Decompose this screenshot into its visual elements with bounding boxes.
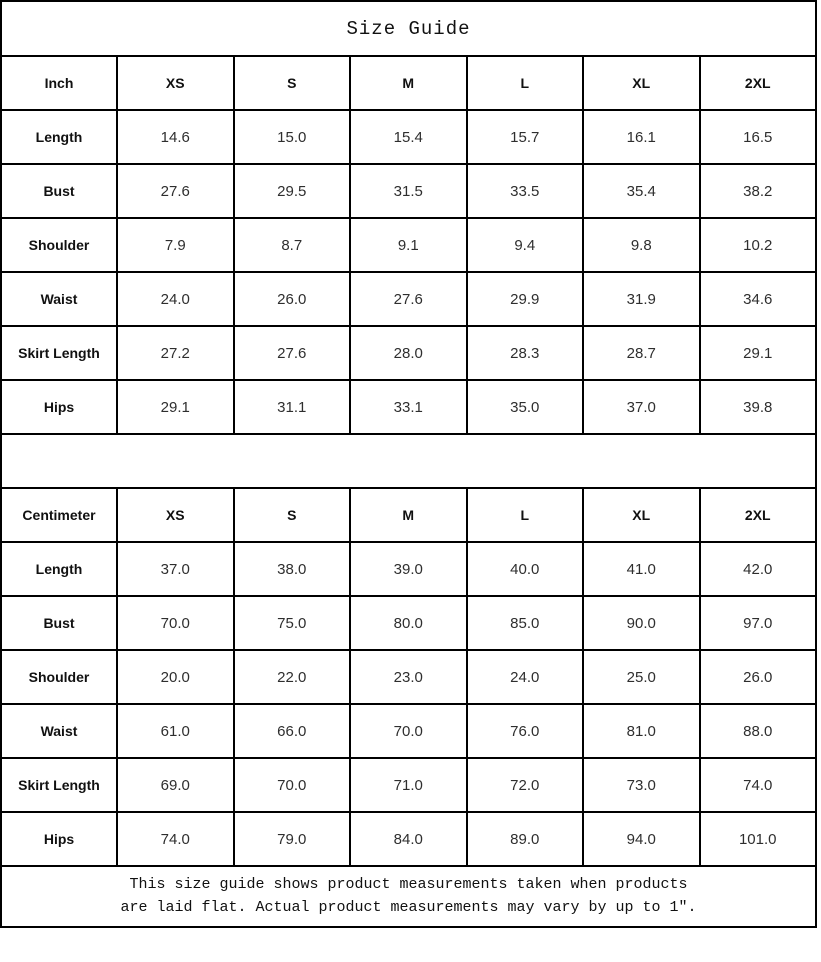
- measurement-value: 35.0: [467, 380, 584, 434]
- size-header: XL: [583, 56, 700, 110]
- table-row: [1, 596, 816, 650]
- size-header: S: [234, 488, 351, 542]
- measurement-value: 70.0: [117, 596, 234, 650]
- table-row: [1, 650, 816, 704]
- page-title: Size Guide: [1, 1, 816, 56]
- table-row: [1, 812, 816, 866]
- measurement-value: 101.0: [700, 812, 817, 866]
- table-row: [1, 380, 816, 434]
- measurement-value: 31.1: [234, 380, 351, 434]
- measurement-value: 22.0: [234, 650, 351, 704]
- measurement-value: 34.6: [700, 272, 817, 326]
- measurement-value: 76.0: [467, 704, 584, 758]
- measurement-value: 40.0: [467, 542, 584, 596]
- measurement-value: 73.0: [583, 758, 700, 812]
- measurement-value: 35.4: [583, 164, 700, 218]
- measurement-label: Skirt Length: [1, 758, 117, 812]
- measurement-value: 7.9: [117, 218, 234, 272]
- measurement-value: 27.6: [350, 272, 467, 326]
- measurement-value: 84.0: [350, 812, 467, 866]
- measurement-value: 81.0: [583, 704, 700, 758]
- measurement-value: 41.0: [583, 542, 700, 596]
- measurement-label: Hips: [1, 380, 117, 434]
- size-header: M: [350, 56, 467, 110]
- measurement-value: 29.1: [117, 380, 234, 434]
- unit-header: Centimeter: [1, 488, 117, 542]
- measurement-value: 16.5: [700, 110, 817, 164]
- size-header: L: [467, 56, 584, 110]
- measurement-value: 9.8: [583, 218, 700, 272]
- measurement-value: 26.0: [234, 272, 351, 326]
- measurement-value: 27.6: [234, 326, 351, 380]
- measurement-value: 74.0: [700, 758, 817, 812]
- measurement-label: Waist: [1, 704, 117, 758]
- table-row: [1, 758, 816, 812]
- footer-note-line-1: This size guide shows product measurements taken when products: [129, 876, 688, 893]
- measurement-value: 88.0: [700, 704, 817, 758]
- measurement-label: Shoulder: [1, 650, 117, 704]
- size-header: XS: [117, 488, 234, 542]
- measurement-value: 85.0: [467, 596, 584, 650]
- measurement-value: 28.0: [350, 326, 467, 380]
- measurement-value: 26.0: [700, 650, 817, 704]
- measurement-value: 33.5: [467, 164, 584, 218]
- measurement-value: 33.1: [350, 380, 467, 434]
- measurement-value: 29.1: [700, 326, 817, 380]
- size-header: XS: [117, 56, 234, 110]
- table-row: [1, 272, 816, 326]
- measurement-label: Length: [1, 110, 117, 164]
- measurement-value: 15.0: [234, 110, 351, 164]
- measurement-value: 27.6: [117, 164, 234, 218]
- measurement-value: 38.2: [700, 164, 817, 218]
- table-row: [1, 110, 816, 164]
- measurement-value: 70.0: [234, 758, 351, 812]
- measurement-value: 20.0: [117, 650, 234, 704]
- measurement-value: 24.0: [467, 650, 584, 704]
- measurement-value: 15.7: [467, 110, 584, 164]
- measurement-value: 27.2: [117, 326, 234, 380]
- measurement-value: 74.0: [117, 812, 234, 866]
- measurement-label: Waist: [1, 272, 117, 326]
- measurement-value: 8.7: [234, 218, 351, 272]
- measurement-value: 72.0: [467, 758, 584, 812]
- measurement-value: 37.0: [117, 542, 234, 596]
- inch-table-body: [1, 56, 816, 434]
- centimeter-table-body: [1, 488, 816, 866]
- measurement-value: 37.0: [583, 380, 700, 434]
- footer-note-line-2: are laid flat. Actual product measurements may vary by up to 1″.: [120, 898, 697, 916]
- title-row: [1, 1, 816, 56]
- size-header: S: [234, 56, 351, 110]
- measurement-value: 61.0: [117, 704, 234, 758]
- measurement-label: Bust: [1, 164, 117, 218]
- measurement-value: 75.0: [234, 596, 351, 650]
- measurement-value: 90.0: [583, 596, 700, 650]
- measurement-label: Bust: [1, 596, 117, 650]
- measurement-value: 29.9: [467, 272, 584, 326]
- measurement-label: Skirt Length: [1, 326, 117, 380]
- measurement-value: 80.0: [350, 596, 467, 650]
- size-header: M: [350, 488, 467, 542]
- measurement-value: 9.4: [467, 218, 584, 272]
- measurement-value: 97.0: [700, 596, 817, 650]
- size-header: 2XL: [700, 488, 817, 542]
- measurement-value: 24.0: [117, 272, 234, 326]
- table-row: [1, 704, 816, 758]
- table-row: [1, 164, 816, 218]
- measurement-value: 28.7: [583, 326, 700, 380]
- measurement-value: 79.0: [234, 812, 351, 866]
- measurement-value: 94.0: [583, 812, 700, 866]
- size-header-row: [1, 56, 816, 110]
- spacer-cell: [1, 434, 816, 488]
- size-header-row: [1, 488, 816, 542]
- size-header: 2XL: [700, 56, 817, 110]
- measurement-value: 15.4: [350, 110, 467, 164]
- measurement-value: 89.0: [467, 812, 584, 866]
- measurement-value: 38.0: [234, 542, 351, 596]
- measurement-value: 70.0: [350, 704, 467, 758]
- measurement-value: 39.0: [350, 542, 467, 596]
- table-row: [1, 326, 816, 380]
- measurement-value: 28.3: [467, 326, 584, 380]
- measurement-value: 16.1: [583, 110, 700, 164]
- size-header: L: [467, 488, 584, 542]
- measurement-value: 23.0: [350, 650, 467, 704]
- measurement-label: Hips: [1, 812, 117, 866]
- measurement-label: Length: [1, 542, 117, 596]
- measurement-value: 31.5: [350, 164, 467, 218]
- measurement-value: 71.0: [350, 758, 467, 812]
- measurement-value: 39.8: [700, 380, 817, 434]
- spacer-row: [1, 434, 816, 488]
- measurement-value: 10.2: [700, 218, 817, 272]
- size-header: XL: [583, 488, 700, 542]
- measurement-label: Shoulder: [1, 218, 117, 272]
- measurement-value: 31.9: [583, 272, 700, 326]
- measurement-value: 66.0: [234, 704, 351, 758]
- table-row: [1, 542, 816, 596]
- measurement-value: 25.0: [583, 650, 700, 704]
- measurement-value: 9.1: [350, 218, 467, 272]
- measurement-value: 42.0: [700, 542, 817, 596]
- measurement-value: 14.6: [117, 110, 234, 164]
- measurement-value: 69.0: [117, 758, 234, 812]
- table-row: [1, 218, 816, 272]
- measurement-value: 29.5: [234, 164, 351, 218]
- unit-header: Inch: [1, 56, 117, 110]
- footer-row: [1, 866, 816, 927]
- footer-note: [1, 866, 816, 927]
